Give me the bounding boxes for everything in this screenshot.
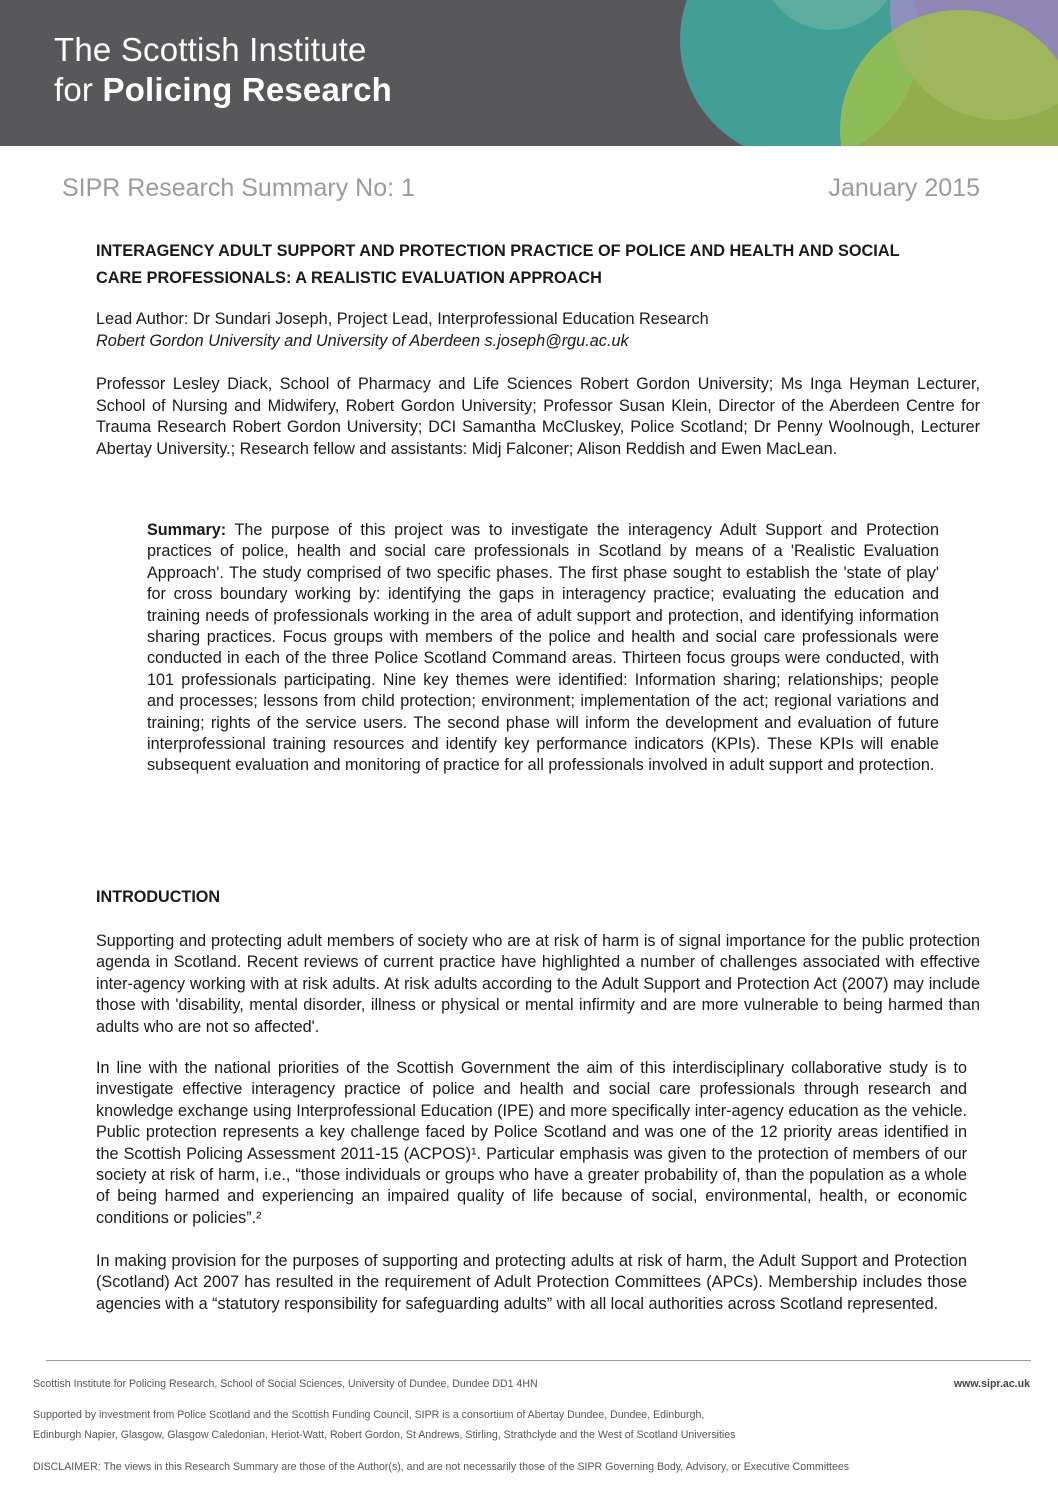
footer-website-link[interactable]: www.sipr.ac.uk: [953, 1378, 1030, 1390]
introduction-heading: INTRODUCTION: [96, 888, 221, 906]
co-authors: Professor Lesley Diack, School of Pharmacy and Life Sciences Robert Gordon University; Ms Inga Heyman Lecturer, School of Nursing and Midwifery, Robert Gordon University; Professor Susan Klein, Director of the Aberdeen Centre for Trauma Research Robert Gordon University; DCI Samantha McCluskey, Police Scotland; Dr Penny Woolnough, Lecturer Abertay University.; Research fellow and assistants: Midj Falconer; Alison Reddish and Ewen MacLean.: [96, 375, 980, 458]
brand-line-1: The Scottish Institute: [54, 31, 367, 68]
institute-logo-text: [54, 30, 392, 110]
footer-support-line-2: Edinburgh Napier, Glasgow, Glasgow Caledonian, Heriot-Watt, Robert Gordon, St Andrews, Stirling, Strathclyde and the West of Scotland Universities: [33, 1429, 736, 1441]
lead-author-block: [96, 308, 976, 352]
document-title: INTERAGENCY ADULT SUPPORT AND PROTECTION PRACTICE OF POLICE AND HEALTH AND SOCIAL CARE PROFESSIONALS: A REALISTIC EVALUATION APPROACH: [96, 242, 900, 287]
footer-support-line-1: Supported by investment from Police Scotland and the Scottish Funding Council, SIPR is a consortium of Abertay Dundee, Dundee, Edinburgh,: [33, 1409, 705, 1421]
footer-divider: [46, 1360, 1031, 1361]
publication-date: January 2015: [828, 174, 980, 202]
introduction-paragraph-2: In line with the national priorities of the Scottish Government the aim of this interdisciplinary collaborative study is to investigate effective interagency practice of police and health and social care professionals through research and knowledge exchange using Interprofessional Education (IPE) and more specifically inter-agency education as the vehicle. Public protection represents a key challenge faced by Police Scotland and was one of the 12 priority areas identified in the Scottish Policing Assessment 2011-15 (ACPOS)¹. Particular emphasis was given to the protection of members of our society at risk of harm, i.e., “those individuals or groups who have a greater probability of, than the population as a whole of being harmed and experiencing an impaired quality of life because of social, environmental, health, or economic conditions or policies”.²: [96, 1059, 967, 1227]
summary-text: The purpose of this project was to investigate the interagency Adult Support and Protection practices of police, health and social care professionals in Scotland by means of a 'Realistic Evaluation Approach'. The study comprised of two specific phases. The first phase sought to establish the 'state of play' for cross boundary working by: identifying the gaps in interagency practice; evaluating the education and training needs of professionals working in the area of adult support and protection, and identifying information sharing practices. Focus groups with members of the police and health and social care professionals were conducted in each of the three Police Scotland Command areas. Thirteen focus groups were conducted, with 101 professionals participating. Nine key themes were identified: Information sharing; relationships; people and processes; lessons from child protection; environment; implementation of the act; regional variations and training; rights of the service users. The second phase will inform the development and evaluation of future interprofessional training resources and identify key performance indicators (KPIs). These KPIs will enable subsequent evaluation and monitoring of practice for all professionals involved in adult support and protection.: [147, 521, 939, 775]
brand-line-2: [54, 70, 392, 110]
brand-line-2-prefix: for: [54, 71, 103, 108]
introduction-paragraph-3: In making provision for the purposes of supporting and protecting adults at risk of harm, the Adult Support and Protection (Scotland) Act 2007 has resulted in the requirement of Adult Protection Committees (APCs). Membership includes those agencies with a “statutory responsibility for safeguarding adults” with all local authorities across Scotland represented.: [96, 1252, 967, 1313]
footer-disclaimer: DISCLAIMER: The views in this Research Summary are those of the Author(s), and are not necessarily those of the SIPR Governing Body, Advisory, or Executive Committees: [33, 1461, 850, 1473]
brand-line-2-bold: Policing Research: [102, 71, 392, 108]
lead-author: Lead Author: Dr Sundari Joseph, Project Lead, Interprofessional Education Research: [96, 310, 709, 328]
introduction-paragraph-1: Supporting and protecting adult members of society who are at risk of harm is of signal importance for the public protection agenda in Scotland. Recent reviews of current practice have highlighted a number of challenges associated with effective inter-agency working with at risk adults. At risk adults according to the Adult Support and Protection Act (2007) may include those with 'disability, mental disorder, illness or physical or mental infirmity and are more vulnerable to being harmed than adults who are not so affected'.: [96, 932, 980, 1036]
series-label: SIPR Research Summary No: 1: [62, 174, 415, 202]
summary-label: Summary:: [147, 521, 227, 539]
summary-block: [147, 520, 939, 777]
lead-author-affiliation: Robert Gordon University and University of Aberdeen s.joseph@rgu.ac.uk: [96, 332, 629, 350]
footer-address: Scottish Institute for Policing Research, School of Social Sciences, University of Dundee, Dundee DD1 4HN: [33, 1378, 538, 1390]
page-header: [0, 0, 1058, 146]
